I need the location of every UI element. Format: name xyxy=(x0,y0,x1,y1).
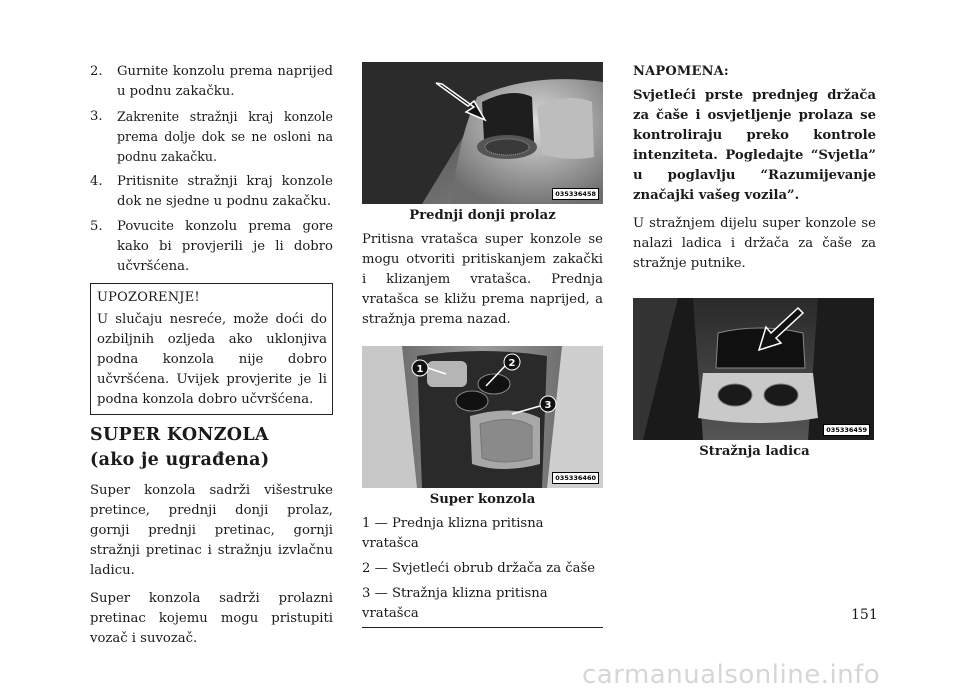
step-text: Zakrenite stražnji kraj konzole prema dolje dok se ne osloni na podnu zakačku. xyxy=(117,109,333,164)
legend-item: 3 — Stražnja klizna pritisna vratašca xyxy=(362,586,548,621)
warning-box xyxy=(90,283,333,415)
watermark: carmanualsonline.info xyxy=(582,660,881,690)
console-photo-overview xyxy=(362,346,603,488)
note-body: Svjetleći prste prednjeg držača za čaše i osvjetljenje prolaza se kontroliraju preko kontrole intenziteta. Pogledajte “Svjetla” u poglavlju “Razumijevanje značajki vašeg vozila”. xyxy=(633,88,876,203)
figure-code: 035336458 xyxy=(552,188,599,200)
section-title-line2: (ako je ugrađena) xyxy=(90,450,270,470)
console-photo-rear xyxy=(633,298,874,440)
step-number: 4. xyxy=(90,174,103,189)
section-title-line1: SUPER KONZOLA xyxy=(90,425,269,445)
callout-3-label: 3 xyxy=(544,400,552,411)
figure-caption: Stražnja ladica xyxy=(699,444,810,459)
step-number: 5. xyxy=(90,219,103,234)
paragraph: Pritisna vratašca super konzole se mogu otvoriti pritiskanjem zakački i klizanjem vratašca. Prednja vratašca se kližu prema naprijed, a stražnja prema nazad. xyxy=(362,232,603,327)
step-number: 3. xyxy=(90,109,103,124)
callout-2-label: 2 xyxy=(508,358,516,369)
figure-caption: Super konzola xyxy=(429,492,536,507)
step-text: Pritisnite stražnji kraj konzole dok ne sjedne u podnu zakačku. xyxy=(117,174,333,209)
step-text: Gurnite konzolu prema naprijed u podnu zakačku. xyxy=(117,64,333,99)
legend-item: 2 — Svjetleći obrub držača za čaše xyxy=(362,561,596,576)
callout-3 xyxy=(540,396,556,412)
figure-code: 035336460 xyxy=(552,472,599,484)
step-item xyxy=(90,62,333,102)
step-item xyxy=(90,172,333,212)
figure-caption: Prednji donji prolaz xyxy=(409,208,556,223)
page-number: 151 xyxy=(851,607,878,623)
paragraph: U stražnjem dijelu super konzole se nalazi ladica i držača za čaše za stražnje putnike. xyxy=(633,216,876,271)
callout-1-label: 1 xyxy=(416,364,424,375)
paragraph: Super konzola sadrži višestruke pretince, prednji donji prolaz, gornji prednji pretinac, gornji stražnji pretinac i stražnju izvlačnu ladicu. xyxy=(90,483,333,578)
legend-item: 1 — Prednja klizna pritisna vratašca xyxy=(362,516,544,551)
figure-super-console xyxy=(362,346,603,488)
paragraph: Super konzola sadrži prolazni pretinac kojemu mogu pristupiti vozač i suvozač. xyxy=(90,591,333,646)
warning-body: U slučaju nesreće, može doći do ozbiljnih ozljeda ako uklonjiva podna konzola nije dobro učvršćena. Uvijek provjerite je li podna konzola dobro učvršćena. xyxy=(97,312,327,407)
middle-column xyxy=(362,62,603,628)
console-photo-front xyxy=(362,62,603,204)
section-title xyxy=(90,423,333,473)
left-column xyxy=(90,62,333,649)
figure-code: 035336459 xyxy=(823,424,870,436)
note-label: NAPOMENA: xyxy=(633,64,729,79)
figure-front-lower-passage xyxy=(362,62,603,204)
step-text: Povucite konzolu prema gore kako bi provjerili je li dobro učvršćena. xyxy=(117,219,333,274)
figure-legend xyxy=(362,514,603,628)
figure-rear-drawer xyxy=(633,298,874,440)
callout-1 xyxy=(412,360,428,376)
step-item xyxy=(90,217,333,277)
callout-2 xyxy=(504,354,520,370)
right-column xyxy=(633,62,876,462)
legend-divider xyxy=(362,627,603,628)
warning-title: UPOZORENJE! xyxy=(97,290,200,305)
step-item xyxy=(90,107,333,167)
step-number: 2. xyxy=(90,64,103,79)
